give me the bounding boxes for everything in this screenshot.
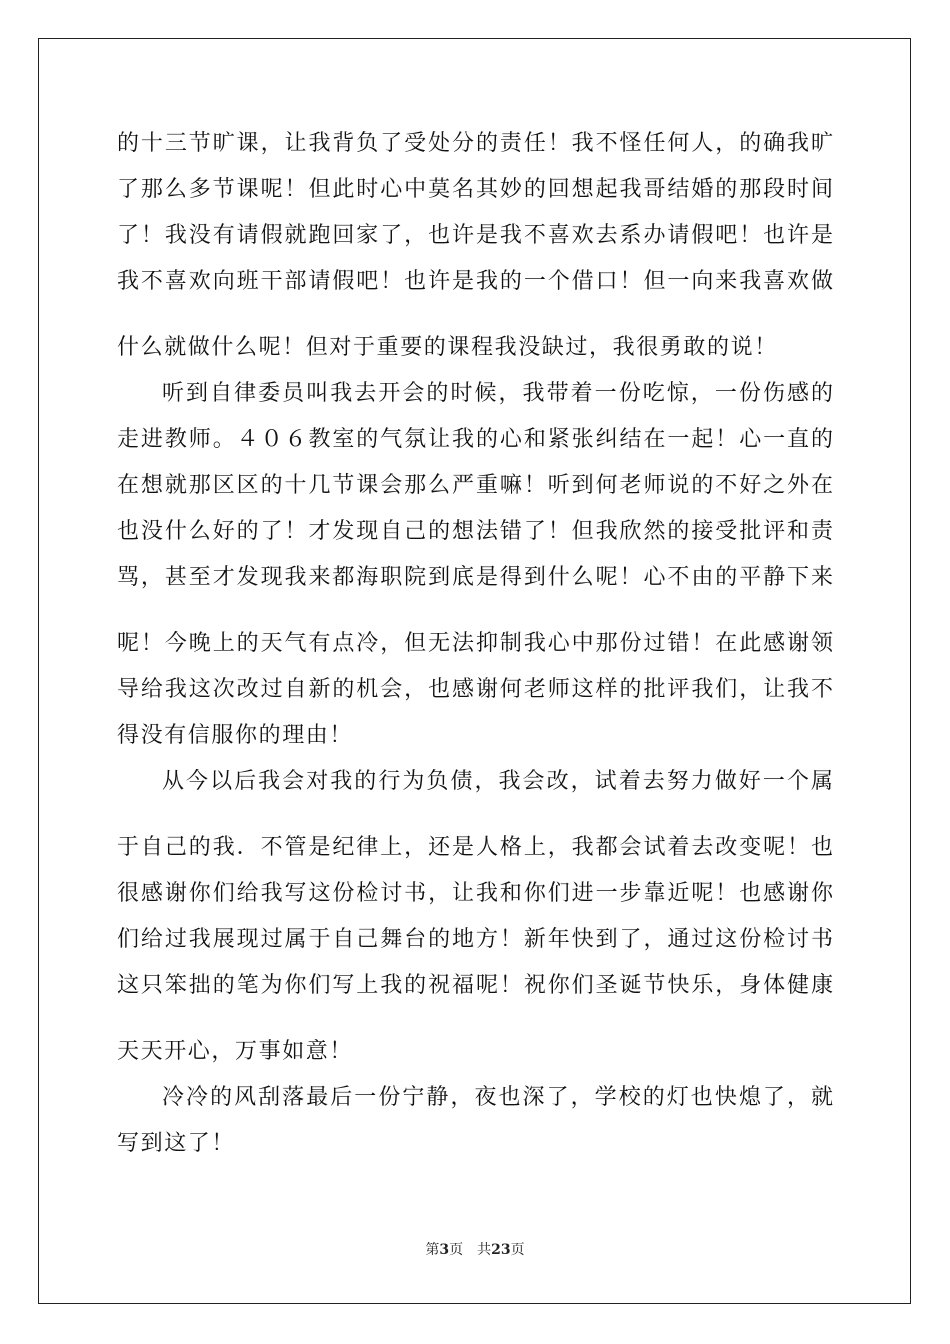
text-line: 在想就那区区的十几节课会那么严重嘛！听到何老师说的不好之外在 [117,473,833,498]
paragraph-first-line: 从今以后我会对我的行为负债，我会改，试着去努力做好一个属 [162,769,833,794]
page-suffix: 页 [449,1242,464,1258]
text-line: 走进教师。４０６教室的气氛让我的心和紧张纠结在一起！心一直的 [117,427,833,452]
text-line: 们给过我展现过属于自己舞台的地方！新年快到了，通过这份检讨书 [117,927,833,952]
text-line: 很感谢你们给我写这份检讨书，让我和你们进一步靠近呢！也感谢你 [117,881,833,906]
text-line: 的十三节旷课，让我背负了受处分的责任！我不怪任何人，的确我旷 [117,131,833,156]
text-line: 了那么多节课呢！但此时心中莫名其妙的回想起我哥结婚的那段时间 [117,177,833,202]
text-line: 写到这了！ [117,1131,236,1156]
text-line: 了！我没有请假就跑回家了，也许是我不喜欢去系办请假吧！也许是 [117,223,833,248]
text-line: 什么就做什么呢！但对于重要的课程我没缺过，我很勇敢的说！ [117,335,778,360]
text-line: 也没什么好的了！才发现自己的想法错了！但我欣然的接受批评和责 [117,519,833,544]
total-pages: 23 [491,1242,511,1258]
total-prefix: 共 [477,1242,492,1258]
text-line: 我不喜欢向班干部请假吧！也许是我的一个借口！但一向来我喜欢做 [117,269,833,294]
text-line: 导给我这次改过自新的机会，也感谢何老师这样的批评我们，让我不 [117,677,833,702]
page-prefix: 第 [425,1242,440,1258]
paragraph-first-line: 冷冷的风刮落最后一份宁静，夜也深了，学校的灯也快熄了，就 [162,1085,833,1110]
paragraph-first-line: 听到自律委员叫我去开会的时候，我带着一份吃惊，一份伤感的 [162,381,833,406]
page-footer [0,1240,950,1260]
text-line: 得没有信服你的理由！ [117,723,354,748]
text-line: 这只笨拙的笔为你们写上我的祝福呢！祝你们圣诞节快乐，身体健康 [117,973,833,998]
text-line: 骂，甚至才发现我来都海职院到底是得到什么呢！心不由的平静下来 [117,565,833,590]
text-line: 天天开心，万事如意！ [117,1039,354,1064]
page-number: 3 [439,1242,450,1258]
text-line: 呢！今晚上的天气有点冷，但无法抑制我心中那份过错！在此感谢领 [117,631,833,656]
total-suffix: 页 [510,1242,525,1258]
text-line: 于自己的我．不管是纪律上，还是人格上，我都会试着去改变呢！也 [117,835,833,860]
